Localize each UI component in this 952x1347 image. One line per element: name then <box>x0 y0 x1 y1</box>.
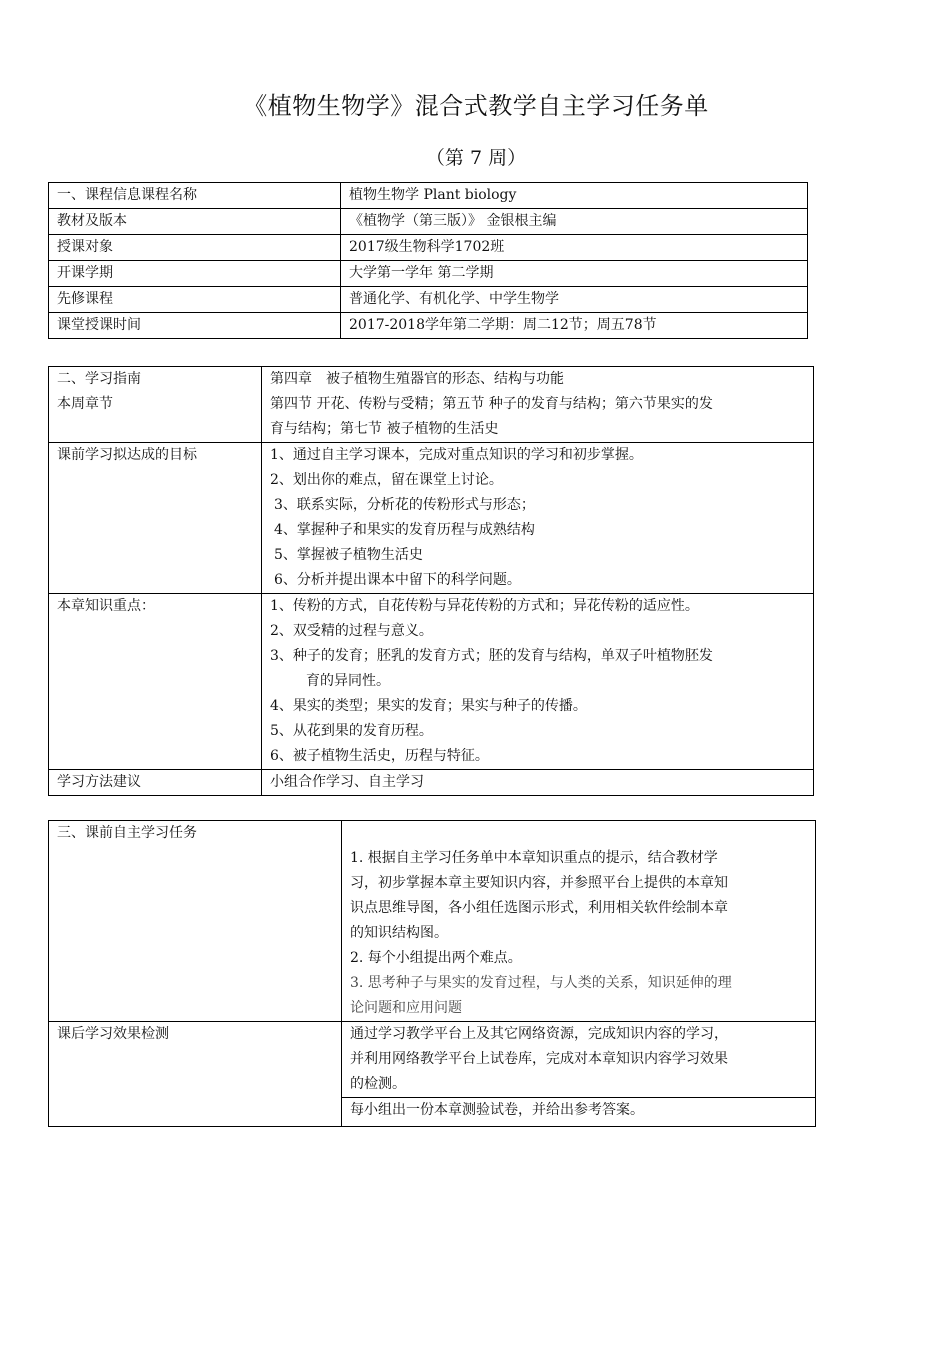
info-value: 2017级生物科学1702班 <box>341 235 808 261</box>
key-points-cell <box>262 594 814 770</box>
goal-item: 3、联系实际，分析花的传粉形式与形态； <box>274 497 535 513</box>
goals-label: 课前学习拟达成的目标 <box>49 443 262 594</box>
info-value: 大学第一学年 第二学期 <box>341 261 808 287</box>
chapter-line: 第四章 被子植物生殖器官的形态、结构与功能 <box>270 371 564 387</box>
course-info-table <box>48 182 808 339</box>
goal-item: 4、掌握种子和果实的发育历程与成熟结构 <box>274 522 535 538</box>
key-point: 4、果实的类型；果实的发育；果实与种子的传播。 <box>270 698 587 714</box>
info-value: 植物生物学 Plant biology <box>341 183 808 209</box>
chapter-value-cell <box>262 367 814 443</box>
chapter-line: 第四节 开花、传粉与受精；第五节 种子的发育与结构；第六节果实的发 <box>270 396 713 412</box>
pre-task-line: 识点思维导图，各小组任选图示形式，利用相关软件绘制本章 <box>350 900 728 916</box>
info-label: 开课学期 <box>49 261 341 287</box>
post-task-cell <box>342 1022 816 1098</box>
table-row <box>49 183 808 209</box>
key-point: 3、种子的发育；胚乳的发育方式；胚的发育与结构，单双子叶植物胚发 <box>270 648 713 664</box>
info-value: 2017-2018学年第二学期：周二12节；周五78节 <box>341 313 808 339</box>
table-row <box>49 287 808 313</box>
goals-cell <box>262 443 814 594</box>
key-point: 1、传粉的方式，自花传粉与异花传粉的方式和；异花传粉的适应性。 <box>270 598 699 614</box>
info-label: 课堂授课时间 <box>49 313 341 339</box>
learning-guide-table <box>48 366 814 796</box>
key-points-label: 本章知识重点： <box>49 594 262 770</box>
info-label: 一、课程信息课程名称 <box>49 183 341 209</box>
info-value: 《植物学（第三版）》 金银根主编 <box>341 209 808 235</box>
table-row <box>49 367 814 443</box>
goal-item: 2、划出你的难点，留在课堂上讨论。 <box>270 472 503 488</box>
post-task-line: 通过学习教学平台上及其它网络资源，完成知识内容的学习， <box>350 1026 728 1042</box>
pre-task-line: 习，初步掌握本章主要知识内容，并参照平台上提供的本章知 <box>350 875 728 891</box>
table-row <box>49 770 814 796</box>
post-task-extra <box>342 1098 816 1127</box>
method-value: 小组合作学习、自主学习 <box>262 770 814 796</box>
post-task-line: 的检测。 <box>350 1076 406 1092</box>
key-point: 5、从花到果的发育历程。 <box>270 723 433 739</box>
table-row <box>49 235 808 261</box>
goal-item: 6、分析并提出课本中留下的科学问题。 <box>274 572 521 588</box>
pre-task-line: 2. 每个小组提出两个难点。 <box>350 950 522 966</box>
goal-item: 5、掌握被子植物生活史 <box>274 547 423 563</box>
key-point: 育的异同性。 <box>306 673 390 689</box>
pre-task-cell <box>342 821 816 1022</box>
info-label: 授课对象 <box>49 235 341 261</box>
goal-item: 1、通过自主学习课本，完成对重点知识的学习和初步掌握。 <box>270 447 643 463</box>
chapter-label: 本周章节 <box>57 396 113 412</box>
pre-task-line: 的知识结构图。 <box>350 925 448 941</box>
post-task-line: 并利用网络教学平台上试卷库，完成对本章知识内容学习效果 <box>350 1051 728 1067</box>
table-row <box>49 1022 816 1098</box>
pre-task-line: 1. 根据自主学习任务单中本章知识重点的提示，结合教材学 <box>350 850 718 866</box>
chapter-line: 育与结构；第七节 被子植物的生活史 <box>270 421 499 437</box>
week-number: （第 7 周） <box>425 147 527 169</box>
table-row <box>49 261 808 287</box>
table-row <box>49 313 808 339</box>
tasks-table <box>48 820 816 1127</box>
info-label: 先修课程 <box>49 287 341 313</box>
pre-task-label: 三、课前自主学习任务 <box>49 821 342 1022</box>
guide-section-heading: 二、学习指南 <box>57 371 141 387</box>
info-label: 教材及版本 <box>49 209 341 235</box>
post-task-label: 课后学习效果检测 <box>49 1022 342 1127</box>
post-task-extra-line: 每小组出一份本章测验试卷，并给出参考答案。 <box>350 1102 644 1118</box>
table-row <box>49 209 808 235</box>
table-row <box>49 821 816 1022</box>
pre-task-line: 论问题和应用问题 <box>350 1000 462 1016</box>
method-label: 学习方法建议 <box>49 770 262 796</box>
key-point: 2、双受精的过程与意义。 <box>270 623 433 639</box>
document-title: 《植物生物学》混合式教学自主学习任务单 <box>243 92 709 120</box>
table-row <box>49 594 814 770</box>
chapter-label-cell <box>49 367 262 443</box>
info-value: 普通化学、有机化学、中学生物学 <box>341 287 808 313</box>
pre-task-line: 3. 思考种子与果实的发育过程，与人类的关系，知识延伸的理 <box>350 975 732 991</box>
table-row <box>49 443 814 594</box>
key-point: 6、被子植物生活史，历程与特征。 <box>270 748 489 764</box>
